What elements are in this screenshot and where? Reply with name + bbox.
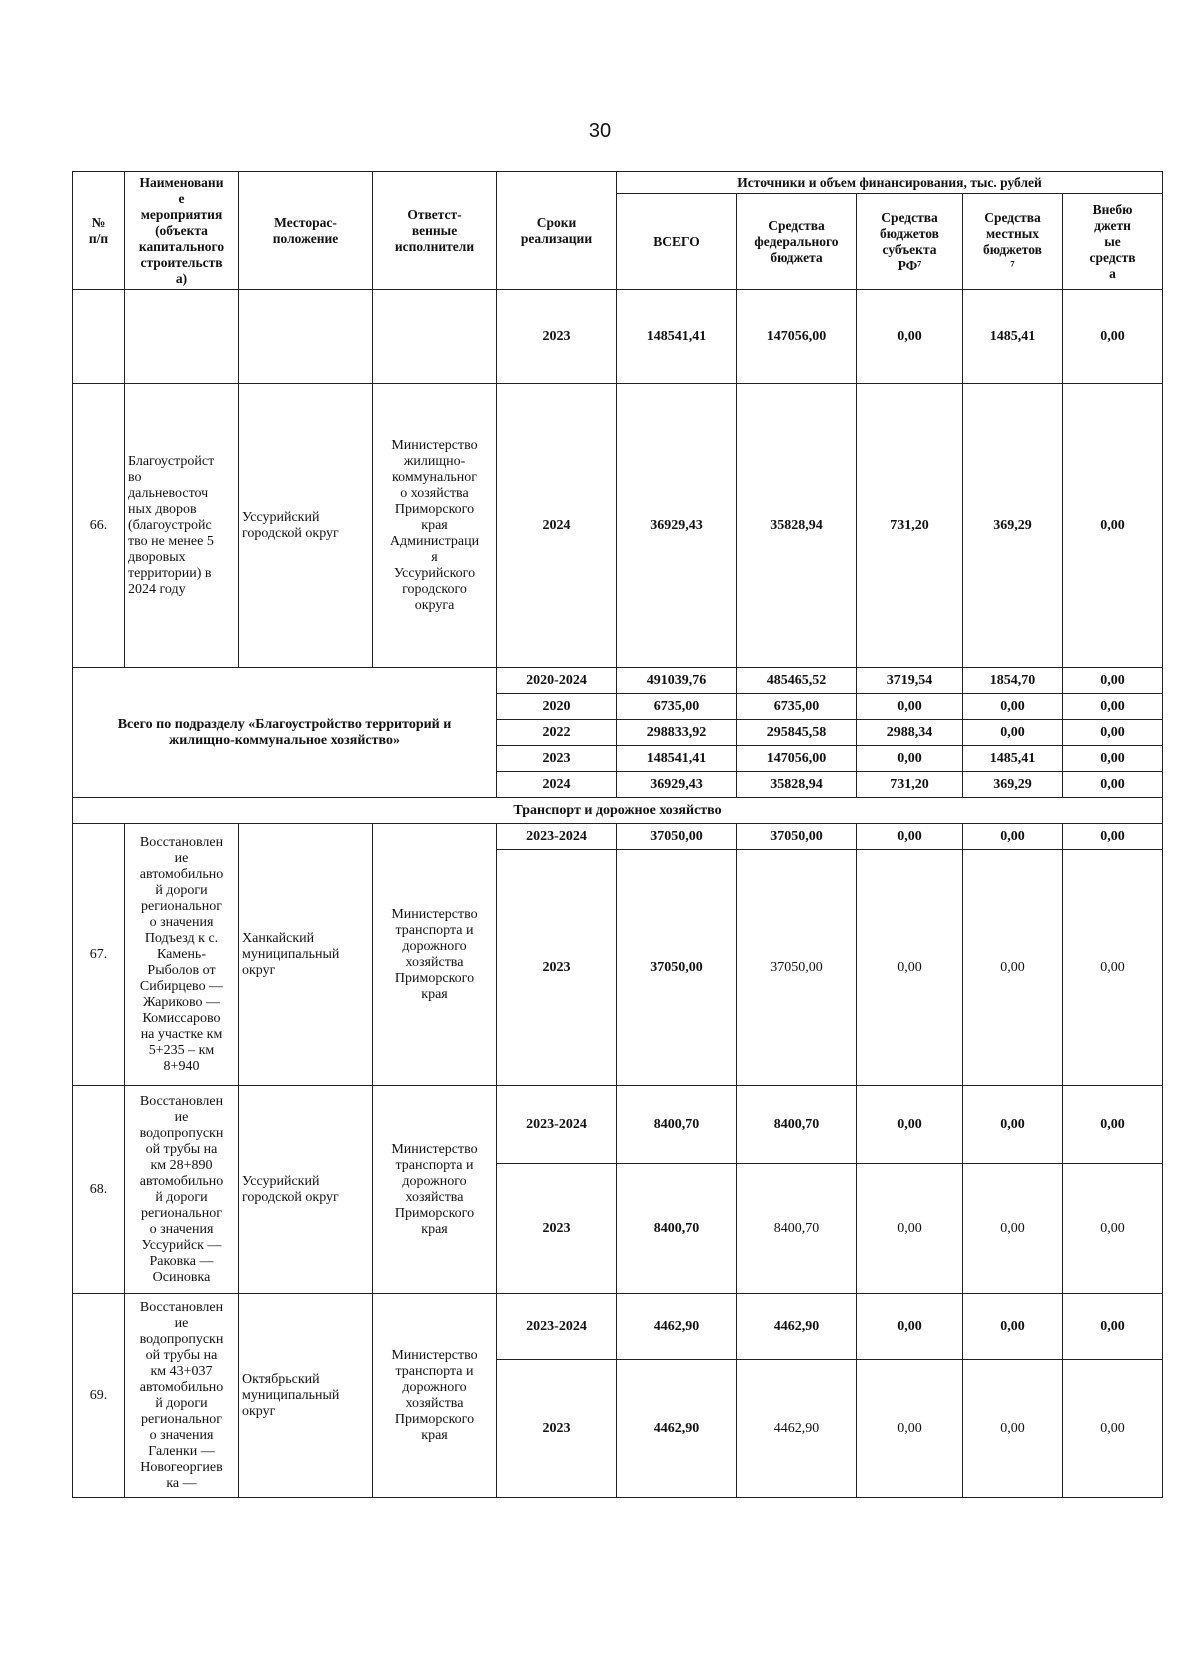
cell-extra: 0,00 — [1063, 1086, 1163, 1164]
cell-year: 2024 — [497, 384, 617, 668]
header-sources: Источники и объем финансирования, тыс. рублей — [617, 172, 1163, 194]
cell-local: 0,00 — [963, 1164, 1063, 1294]
section-title: Транспорт и дорожное хозяйство — [73, 798, 1163, 824]
cell-year: 2023 — [497, 746, 617, 772]
cell-extra: 0,00 — [1063, 1294, 1163, 1360]
table-row — [73, 290, 1163, 384]
cell-year: 2023-2024 — [497, 1086, 617, 1164]
cell-total: 298833,92 — [617, 720, 737, 746]
cell-federal: 35828,94 — [737, 772, 857, 798]
cell-local: 1485,41 — [963, 290, 1063, 384]
cell-local: 0,00 — [963, 1294, 1063, 1360]
row-num: 69. — [73, 1294, 125, 1498]
cell-total: 148541,41 — [617, 746, 737, 772]
cell-federal: 35828,94 — [737, 384, 857, 668]
cell-extra: 0,00 — [1063, 1164, 1163, 1294]
cell-local: 1485,41 — [963, 746, 1063, 772]
cell-extra: 0,00 — [1063, 668, 1163, 694]
cell-year: 2023 — [497, 1164, 617, 1294]
cell-extra: 0,00 — [1063, 290, 1163, 384]
cell-total: 36929,43 — [617, 772, 737, 798]
row-location: Уссурийский городской округ — [239, 384, 373, 668]
header-total: ВСЕГО — [617, 194, 737, 290]
header-extra: Внебю джетн ые средств а — [1063, 194, 1163, 290]
cell-federal: 147056,00 — [737, 290, 857, 384]
cell-subject: 731,20 — [857, 384, 963, 668]
cell-subject: 0,00 — [857, 1086, 963, 1164]
cell-subject: 0,00 — [857, 694, 963, 720]
header-federal: Средства федерального бюджета — [737, 194, 857, 290]
row-name: Восстановлен ие водопропускн ой трубы на км 43+037 автомобильно й дороги региональног о значения Галенки — Новогеоргиев ка — — [125, 1294, 239, 1498]
cell-subject: 0,00 — [857, 1360, 963, 1498]
row-location: Уссурийский городской округ — [239, 1086, 373, 1294]
cell-local: 369,29 — [963, 772, 1063, 798]
cell-year: 2022 — [497, 720, 617, 746]
cell-local: 0,00 — [963, 824, 1063, 850]
row-location: Ханкайский муниципальный округ — [239, 824, 373, 1086]
cell-federal: 37050,00 — [737, 850, 857, 1086]
header-subject: Средства бюджетов субъекта РФ⁷ — [857, 194, 963, 290]
row-num: 68. — [73, 1086, 125, 1294]
cell-year: 2023-2024 — [497, 824, 617, 850]
row-executors: Министерство транспорта и дорожного хозяйства Приморского края — [373, 1294, 497, 1498]
row-name: Восстановлен ие водопропускн ой трубы на км 28+890 автомобильно й дороги региональног о значения Уссурийск — Раковка — Осиновка — [125, 1086, 239, 1294]
cell-year: 2024 — [497, 772, 617, 798]
subtotal-label: Всего по подразделу «Благоустройство территорий и жилищно-коммунальное хозяйство» — [73, 668, 497, 798]
header-num: № п/п — [73, 172, 125, 290]
cell-local: 0,00 — [963, 694, 1063, 720]
cell-extra: 0,00 — [1063, 824, 1163, 850]
cell-extra: 0,00 — [1063, 720, 1163, 746]
cell-total: 6735,00 — [617, 694, 737, 720]
cell-extra: 0,00 — [1063, 1360, 1163, 1498]
row-name: Восстановлен ие автомобильно й дороги региональног о значения Подъезд к с. Камень- Рыболов от Сибирцево — Жариково — Комиссарово на участке км 5+235 – км 8+940 — [125, 824, 239, 1086]
row-location: Октябрьский муниципальный округ — [239, 1294, 373, 1498]
table-row — [73, 1294, 1163, 1360]
cell-federal: 4462,90 — [737, 1294, 857, 1360]
table-row — [73, 1086, 1163, 1164]
cell-subject: 2988,34 — [857, 720, 963, 746]
cell-total: 37050,00 — [617, 850, 737, 1086]
cell-local: 0,00 — [963, 1086, 1063, 1164]
cell-subject: 0,00 — [857, 1294, 963, 1360]
cell-federal: 37050,00 — [737, 824, 857, 850]
header-name: Наименовани е мероприятия (объекта капитального строительств а) — [125, 172, 239, 290]
row-executors: Министерство транспорта и дорожного хозяйства Приморского края — [373, 824, 497, 1086]
section-row — [73, 798, 1163, 824]
row-num: 66. — [73, 384, 125, 668]
cell-extra: 0,00 — [1063, 694, 1163, 720]
subtotal-row — [73, 668, 1163, 694]
row-name: Благоустройст во дальневосточ ных дворов (благоустройс тво не менее 5 дворовых территории) в 2024 году — [125, 384, 239, 668]
cell-local: 1854,70 — [963, 668, 1063, 694]
cell-federal: 4462,90 — [737, 1360, 857, 1498]
cell-year: 2023 — [497, 1360, 617, 1498]
cell-subject: 0,00 — [857, 746, 963, 772]
cell-local: 0,00 — [963, 850, 1063, 1086]
cell-federal: 8400,70 — [737, 1086, 857, 1164]
financing-table — [72, 171, 1163, 1498]
cell-extra: 0,00 — [1063, 772, 1163, 798]
table-row — [73, 384, 1163, 668]
cell-local: 0,00 — [963, 720, 1063, 746]
cell-total: 8400,70 — [617, 1164, 737, 1294]
header-terms: Сроки реализации — [497, 172, 617, 290]
header-executors: Ответст- венные исполнители — [373, 172, 497, 290]
cell-subject: 0,00 — [857, 290, 963, 384]
cell-year: 2023-2024 — [497, 1294, 617, 1360]
cell-federal: 485465,52 — [737, 668, 857, 694]
cell-subject: 0,00 — [857, 850, 963, 1086]
header-local: Средства местных бюджетов ⁷ — [963, 194, 1063, 290]
cell-extra: 0,00 — [1063, 384, 1163, 668]
cell-federal: 8400,70 — [737, 1164, 857, 1294]
page-number: 30 — [588, 120, 612, 142]
cell-total: 37050,00 — [617, 824, 737, 850]
cell-federal: 295845,58 — [737, 720, 857, 746]
row-executors: Министерство транспорта и дорожного хозяйства Приморского края — [373, 1086, 497, 1294]
cell-subject: 3719,54 — [857, 668, 963, 694]
cell-local: 0,00 — [963, 1360, 1063, 1498]
cell-year: 2023 — [497, 290, 617, 384]
cell-local: 369,29 — [963, 384, 1063, 668]
cell-subject: 0,00 — [857, 1164, 963, 1294]
cell-year: 2020-2024 — [497, 668, 617, 694]
row-executors: Министерство жилищно- коммунальног о хозяйства Приморского края Администраци я Уссурийского городского округа — [373, 384, 497, 668]
row-num: 67. — [73, 824, 125, 1086]
cell-total: 36929,43 — [617, 384, 737, 668]
cell-total: 491039,76 — [617, 668, 737, 694]
cell-extra: 0,00 — [1063, 746, 1163, 772]
table-row — [73, 824, 1163, 850]
cell-total: 4462,90 — [617, 1360, 737, 1498]
cell-extra: 0,00 — [1063, 850, 1163, 1086]
cell-subject: 0,00 — [857, 824, 963, 850]
header-location: Месторас- положение — [239, 172, 373, 290]
cell-total: 4462,90 — [617, 1294, 737, 1360]
cell-federal: 6735,00 — [737, 694, 857, 720]
cell-year: 2023 — [497, 850, 617, 1086]
cell-federal: 147056,00 — [737, 746, 857, 772]
cell-year: 2020 — [497, 694, 617, 720]
cell-subject: 731,20 — [857, 772, 963, 798]
cell-total: 8400,70 — [617, 1086, 737, 1164]
cell-total: 148541,41 — [617, 290, 737, 384]
